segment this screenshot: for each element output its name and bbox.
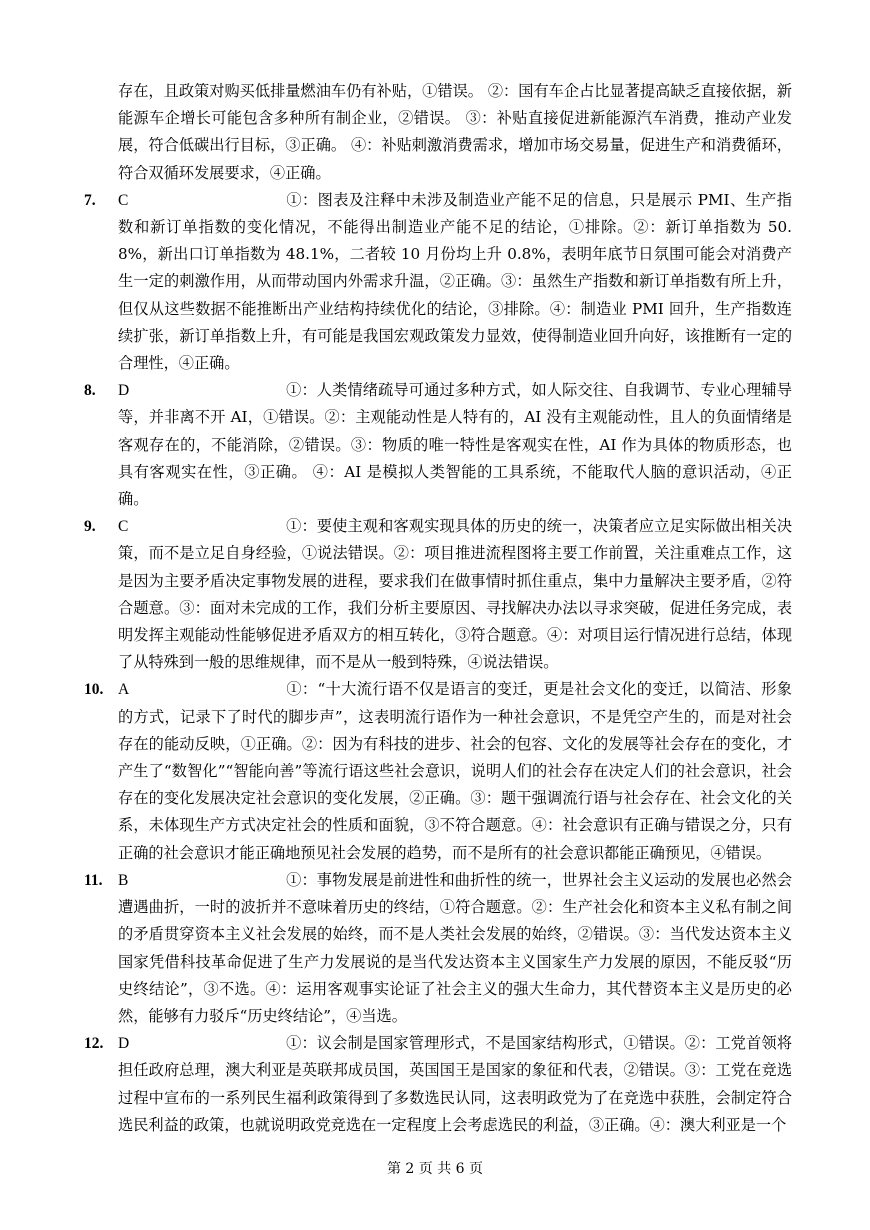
answer-letter: C <box>118 191 129 209</box>
question-number: 12. <box>84 1035 104 1053</box>
page-footer: 第 2 页 共 6 页 <box>386 1161 484 1177</box>
question-explanation <box>84 377 792 513</box>
question-item-9 <box>84 513 792 676</box>
answer-letter: B <box>118 871 129 889</box>
answer-letter: D <box>118 1035 130 1053</box>
question-explanation <box>84 867 792 1030</box>
question-explanation <box>84 676 792 866</box>
question-number: 11. <box>84 871 103 889</box>
explanation-text: ①：人类情绪疏导可通过多种方式，如人际交往、自我调节、专业心理辅导等，并非离不开 AI，①错误。②：主观能动性是人特有的，AI 没有主观能动性，且人的负面情绪是客观存在的，不能消除，②错误。③：物质的唯一特性是客观实在性，AI 作为具体的物质形态，也具有客观实在性，③正确。 ④：AI 是模拟人类智能的工具系统，不能取代人脑的意识活动，④正确。 <box>118 381 792 509</box>
answer-letter: A <box>118 681 130 699</box>
question-number: 9. <box>84 518 96 536</box>
question-number: 8. <box>84 382 96 400</box>
question-item-8 <box>84 377 792 513</box>
question-number: 7. <box>84 191 96 209</box>
question-item-12 <box>84 1030 792 1139</box>
question-item-11 <box>84 867 792 1030</box>
question-explanation <box>84 1030 792 1139</box>
question-number: 10. <box>84 681 104 699</box>
explanation-text: ①：图表及注释中未涉及制造业产能不足的信息，只是展示 PMI、生产指数和新订单指数的变化情况，不能得出制造业产能不足的结论，①排除。②：新订单指数为 50.8%，新出口订单指数为 48.1%，二者较 10 月份均上升 0.8%，表明年底节日氛围可能会对消费产生一定的刺激作用，从而带动国内外需求升温，②正确。③：虽然生产指数和新订单指数有所上升，但仅从这些数据不能推断出产业结构持续优化的结论，③排除。④：制造业 PMI 回升，生产指数连续扩张，新订单指数上升，有可能是我国宏观政策发力显效，使得制造业回升向好，该推断有一定的合理性，④正确。 <box>118 190 792 373</box>
continuation-paragraph: 存在，且政策对购买低排量燃油车仍有补贴，①错误。 ②：国有车企占比显著提高缺乏直接依据，新能源车企增长可能包含多种所有制企业，②错误。 ③：补贴直接促进新能源汽车消费，推动产业发展，符合低碳出行目标，③正确。 ④：补贴刺激消费需求，增加市场交易量，促进生产和消费循环，符合双循环发展要求，④正确。 <box>118 82 792 182</box>
answer-letter: D <box>118 382 130 400</box>
answer-letter: C <box>118 518 129 536</box>
explanation-text: ①：“十大流行语不仅是语言的变迁，更是社会文化的变迁，以简洁、形象的方式，记录下了时代的脚步声”，这表明流行语作为一种社会意识，不是凭空产生的，而是对社会存在的能动反映，①正确。②：因为有科技的进步、社会的包容、文化的发展等社会存在的变化，才产生了“数智化”“智能向善”等流行语这些社会意识，说明人们的社会存在决定人们的社会意识，社会存在的变化发展决定社会意识的变化发展，②正确。③：题干强调流行语与社会存在、社会文化的关系，未体现生产方式决定社会的性质和面貌，③不符合题意。④：社会意识有正确与错误之分，只有正确的社会意识才能正确地预见社会发展的趋势，而不是所有的社会意识都能正确预见，④错误。 <box>118 680 792 862</box>
explanation-text: ①：事物发展是前进性和曲折性的统一，世界社会主义运动的发展也必然会遭遇曲折，一时的波折并不意味着历史的终结，①符合题意。②：生产社会化和资本主义私有制之间的矛盾贯穿资本主义社会发展的始终，而不是人类社会发展的始终，②错误。③：当代发达资本主义国家凭借科技革命促进了生产力发展说的是当代发达资本主义国家生产力发展的原因，不能反驳“历史终结论”，③不选。④：运用客观事实论证了社会主义的强大生命力，其代替资本主义是历史的必然，能够有力驳斥“历史终结论”，④当选。 <box>118 870 792 1025</box>
answer-explanations <box>84 78 792 1139</box>
question-item-10 <box>84 676 792 866</box>
explanation-text: ①：要使主观和客观实现具体的历史的统一，决策者应立足实际做出相关决策，而不是立足自身经验，①说法错误。②：项目推进流程图将主要工作前置，关注重难点工作，这是因为主要矛盾决定事物发展的进程，要求我们在做事情时抓住重点，集中力量解决主要矛盾，②符合题意。③：面对未完成的工作，我们分析主要原因、寻找解决办法以寻求突破，促进任务完成，表明发挥主观能动性能够促进矛盾双方的相互转化，③符合题意。④：对项目运行情况进行总结，体现了从特殊到一般的思维规律，而不是从一般到特殊，④说法错误。 <box>118 517 792 672</box>
explanation-text: ①：议会制是国家管理形式，不是国家结构形式，①错误。②：工党首领将担任政府总理，澳大利亚是英联邦成员国，英国国王是国家的象征和代表，②错误。③：工党在竞选过程中宣布的一系列民生福利政策得到了多数选民认同，这表明政党为了在竞选中获胜，会制定符合选民利益的政策，也就说明政党竞选在一定程度上会考虑选民的利益，③正确。④：澳大利亚是一个 <box>118 1034 792 1134</box>
question-item-7 <box>84 187 792 377</box>
question-explanation <box>84 513 792 676</box>
question-explanation <box>84 187 792 377</box>
